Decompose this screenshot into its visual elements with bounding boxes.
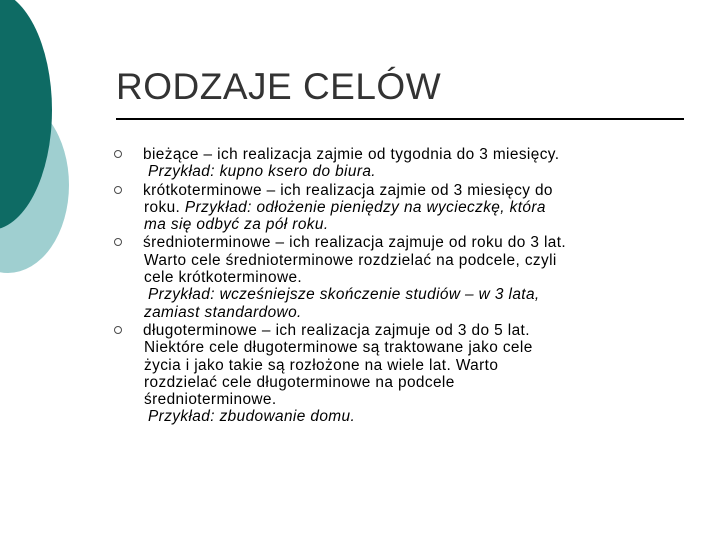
bullet-item-srednioterminowe: [114, 234, 694, 320]
bullet-item-krotkoterminowe: [114, 182, 694, 234]
bullet-text-line: rozdzielać cele długoterminowe na podcele: [144, 373, 455, 391]
hollow-circle-bullet-icon: [114, 186, 122, 194]
bullet-item-dlugoterminowe: [114, 322, 694, 426]
bullet-text-line: bieżące – ich realizacja zajmie od tygodnia do 3 miesięcy.: [143, 146, 560, 163]
bullet-text-line: cele krótkoterminowe.: [144, 269, 303, 287]
slide-title: RODZAJE CELÓW: [116, 66, 442, 107]
example-fragment: Przykład: odłożenie pieniędzy na wycieczkę, która: [184, 198, 546, 216]
bullet-item-biezace: [114, 146, 694, 181]
example-line: Przykład: wcześniejsze skończenie studiów – w 3 lata,: [148, 286, 540, 304]
hollow-circle-bullet-icon: [114, 150, 122, 158]
bullet-list: [114, 146, 694, 426]
hollow-circle-bullet-icon: [114, 326, 122, 334]
bullet-text-fragment: roku.: [144, 198, 185, 216]
title-divider: [116, 118, 684, 120]
bullet-text-line: Niektóre cele długoterminowe są traktowane jako cele: [144, 339, 533, 357]
bullet-text-line: długoterminowe – ich realizacja zajmuje od 3 do 5 lat.: [143, 321, 530, 339]
example-line: Przykład: kupno ksero do biura.: [148, 163, 376, 181]
example-line: ma się odbyć za pół roku.: [144, 216, 329, 234]
bullet-text-line: średnioterminowe.: [144, 391, 277, 409]
example-line: zamiast standardowo.: [144, 303, 302, 321]
bullet-text-line: średnioterminowe – ich realizacja zajmuje od roku do 3 lat.: [143, 234, 567, 252]
bullet-mixed-line: [144, 199, 694, 216]
bullet-text-line: krótkoterminowe – ich realizacja zajmie od 3 miesięcy do: [143, 181, 553, 199]
example-line: Przykład: zbudowanie domu.: [148, 408, 356, 426]
hollow-circle-bullet-icon: [114, 238, 122, 246]
bullet-text-line: życia i jako takie są rozłożone na wiele lat. Warto: [144, 356, 499, 374]
decorative-circles: [0, 0, 120, 300]
bullet-text-line: Warto cele średnioterminowe rozdzielać na podcele, czyli: [144, 251, 557, 269]
